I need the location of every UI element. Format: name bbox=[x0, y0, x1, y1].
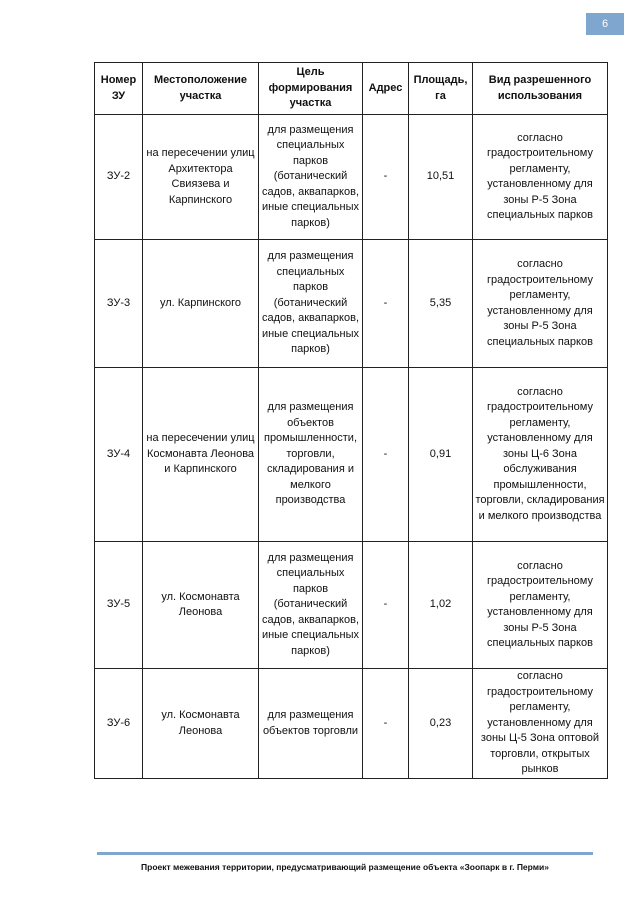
cell-use: согласно градостроительному регламенту, установленному для зоны Р-5 Зона специальных парков bbox=[473, 115, 608, 240]
cell-number: ЗУ-3 bbox=[95, 240, 143, 368]
cell-use: согласно градостроительному регламенту, установленному для зоны Р-5 Зона специальных парков bbox=[473, 542, 608, 669]
land-plots-table bbox=[94, 62, 608, 779]
footer-project-title: Проект межевания территории, предусматривающий размещение объекта «Зоопарк в г. Перми» bbox=[141, 862, 549, 872]
cell-number: ЗУ-4 bbox=[95, 368, 143, 542]
cell-number: ЗУ-6 bbox=[95, 669, 143, 779]
cell-area: 0,23 bbox=[409, 669, 473, 779]
cell-location: на пересечении улиц Архитектора Свиязева и Карпинского bbox=[143, 115, 259, 240]
footer-divider bbox=[97, 852, 593, 855]
cell-address: - bbox=[363, 542, 409, 669]
cell-location: ул. Карпинского bbox=[143, 240, 259, 368]
header-purpose: Цель формирования участка bbox=[259, 63, 363, 115]
cell-purpose: для размещения специальных парков (ботанический садов, аквапарков, иные специальных парков) bbox=[259, 240, 363, 368]
cell-location: на пересечении улиц Космонавта Леонова и Карпинского bbox=[143, 368, 259, 542]
table-row bbox=[95, 240, 608, 368]
header-address: Адрес bbox=[363, 63, 409, 115]
table-row bbox=[95, 368, 608, 542]
cell-use: согласно градостроительному регламенту, установленному для зоны Р-5 Зона специальных парков bbox=[473, 240, 608, 368]
cell-address: - bbox=[363, 115, 409, 240]
cell-use: согласно градостроительному регламенту, установленному для зоны Ц-5 Зона оптовой торговли, открытых рынков bbox=[473, 669, 608, 779]
cell-purpose: для размещения специальных парков (ботанический садов, аквапарков, иные специальных парков) bbox=[259, 115, 363, 240]
cell-address: - bbox=[363, 669, 409, 779]
cell-purpose: для размещения объектов торговли bbox=[259, 669, 363, 779]
header-area: Площадь, га bbox=[409, 63, 473, 115]
cell-area: 0,91 bbox=[409, 368, 473, 542]
page-number-badge: 6 bbox=[586, 13, 624, 35]
header-use: Вид разрешенного использования bbox=[473, 63, 608, 115]
header-number: Номер ЗУ bbox=[95, 63, 143, 115]
cell-area: 5,35 bbox=[409, 240, 473, 368]
cell-location: ул. Космонавта Леонова bbox=[143, 542, 259, 669]
header-location: Местоположение участка bbox=[143, 63, 259, 115]
cell-area: 10,51 bbox=[409, 115, 473, 240]
cell-number: ЗУ-2 bbox=[95, 115, 143, 240]
cell-purpose: для размещения объектов промышленности, торговли, складирования и мелкого производства bbox=[259, 368, 363, 542]
cell-purpose: для размещения специальных парков (ботанический садов, аквапарков, иные специальных парков) bbox=[259, 542, 363, 669]
table-row bbox=[95, 669, 608, 779]
cell-area: 1,02 bbox=[409, 542, 473, 669]
table-row bbox=[95, 115, 608, 240]
cell-address: - bbox=[363, 240, 409, 368]
table-header-row bbox=[95, 63, 608, 115]
cell-address: - bbox=[363, 368, 409, 542]
table-row bbox=[95, 542, 608, 669]
cell-location: ул. Космонавта Леонова bbox=[143, 669, 259, 779]
cell-use: согласно градостроительному регламенту, установленному для зоны Ц-6 Зона обслуживания промышленности, торговли, складирования и мелкого производства bbox=[473, 368, 608, 542]
cell-number: ЗУ-5 bbox=[95, 542, 143, 669]
